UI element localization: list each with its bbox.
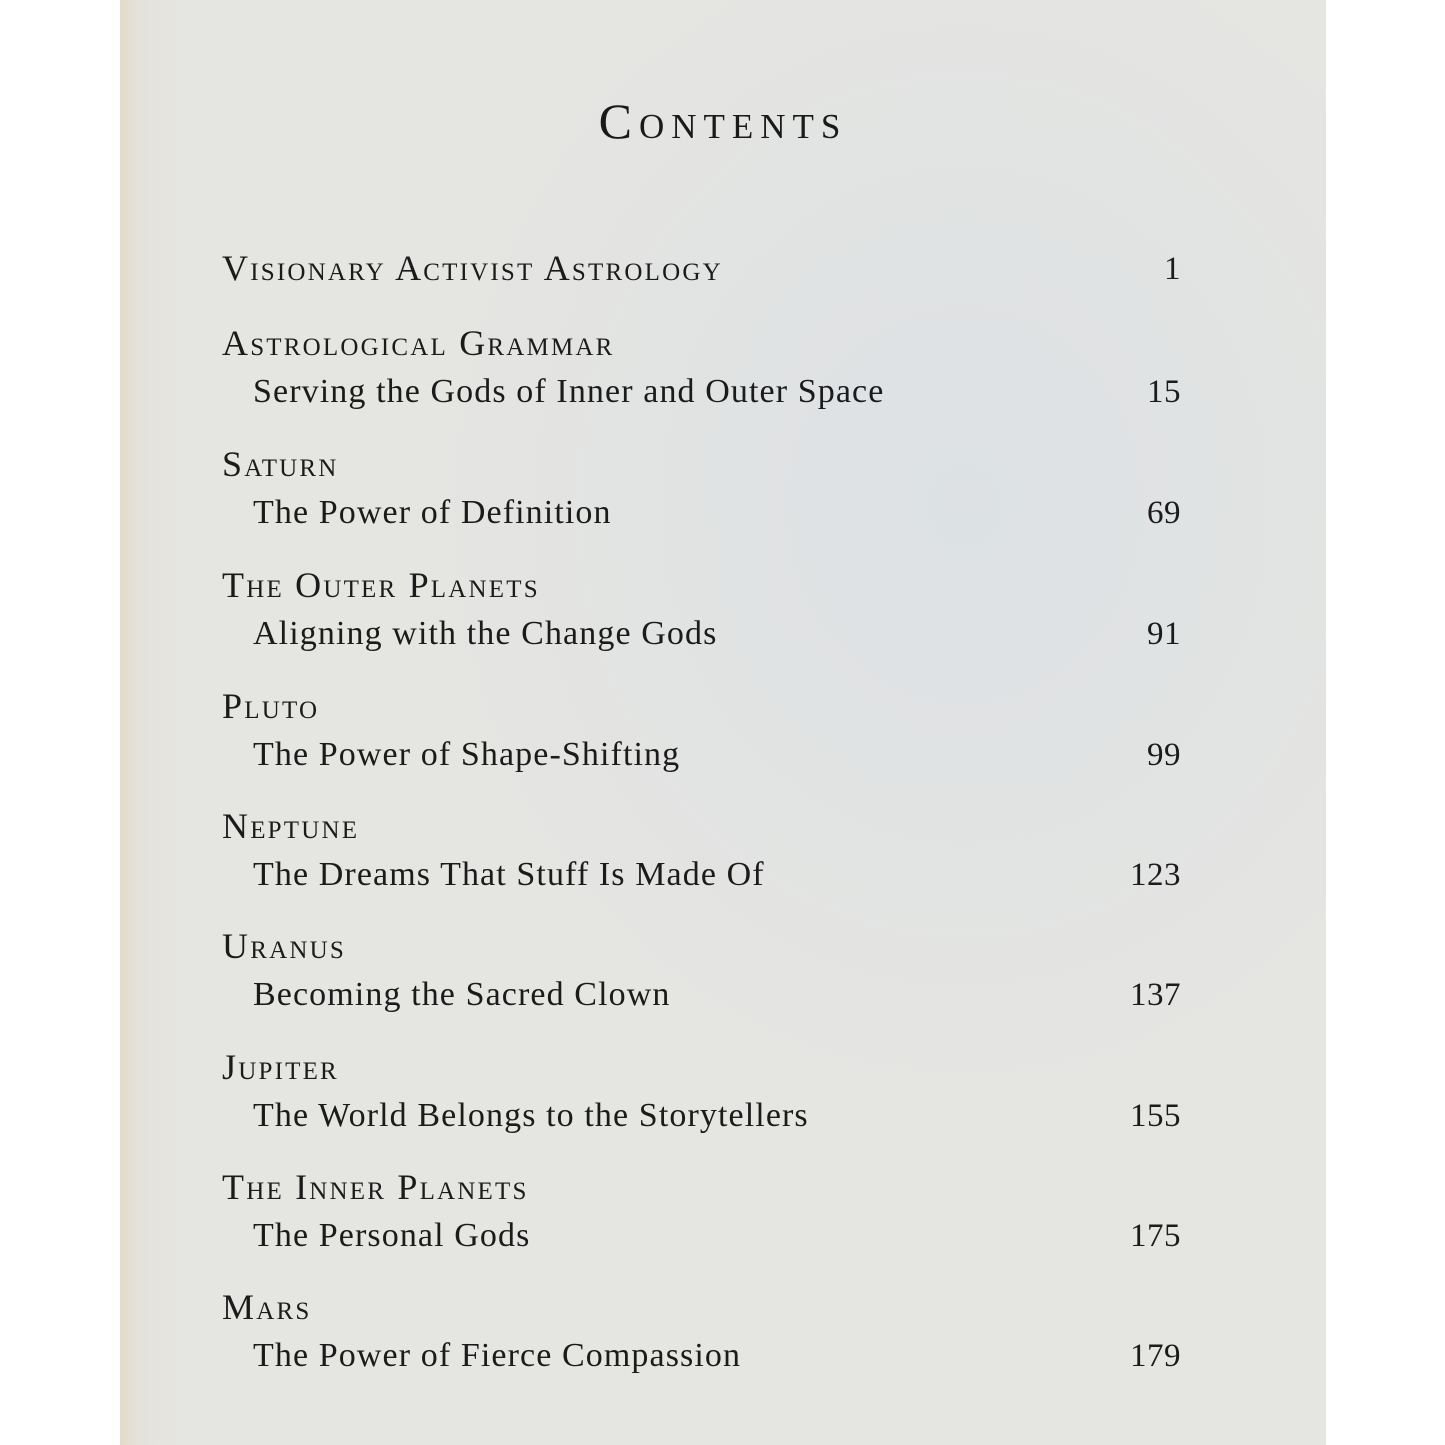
chapter-subtitle: The World Belongs to the Storytellers: [253, 1097, 809, 1134]
page-number: 123: [1130, 857, 1181, 893]
chapter-subtitle: Serving the Gods of Inner and Outer Space: [253, 373, 885, 410]
chapter-subtitle: The Power of Shape-Shifting: [253, 736, 681, 773]
chapter-heading: The Inner Planets: [222, 1167, 529, 1207]
chapter-subtitle: Becoming the Sacred Clown: [253, 976, 671, 1013]
page-title: Contents: [598, 93, 848, 149]
page-number: 137: [1130, 977, 1181, 1013]
chapter-heading: Uranus: [222, 926, 346, 966]
chapter-heading: Neptune: [222, 806, 360, 846]
chapter-heading: Astrological Grammar: [222, 323, 615, 363]
chapter-subtitle: The Power of Fierce Compassion: [253, 1337, 742, 1374]
chapter-subtitle: Aligning with the Change Gods: [253, 615, 718, 652]
page-number: 15: [1147, 374, 1181, 410]
page-number: 91: [1147, 616, 1181, 652]
chapter-heading: Mars: [222, 1287, 312, 1327]
chapter-heading: Visionary Activist Astrology: [222, 248, 723, 288]
chapter-heading: Saturn: [222, 444, 339, 484]
chapter-heading: Jupiter: [222, 1047, 339, 1087]
chapter-subtitle: The Power of Definition: [253, 494, 612, 531]
chapter-heading: The Outer Planets: [222, 565, 540, 605]
chapter-heading: Pluto: [222, 686, 320, 726]
page-number: 99: [1147, 737, 1181, 773]
page-number: 155: [1130, 1098, 1181, 1134]
chapter-subtitle: The Dreams That Stuff Is Made Of: [253, 856, 765, 893]
book-page: [120, 0, 1326, 1445]
page-number: 179: [1130, 1338, 1181, 1374]
chapter-subtitle: The Personal Gods: [253, 1217, 531, 1254]
page-number: 69: [1147, 495, 1181, 531]
page-number: 175: [1130, 1218, 1181, 1254]
page-number: 1: [1164, 251, 1181, 287]
